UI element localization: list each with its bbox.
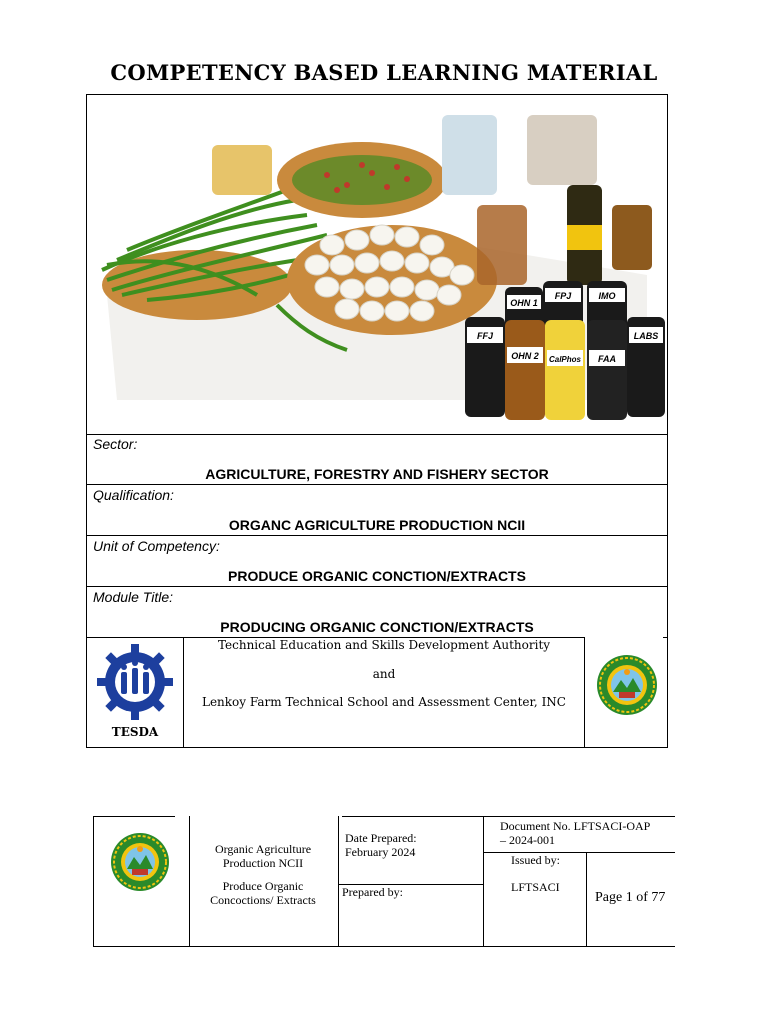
school-seal-icon	[595, 642, 659, 728]
cover-box	[86, 94, 668, 748]
jar-blue	[442, 115, 497, 195]
document-footer	[93, 816, 675, 947]
tesda-label: TESDA	[111, 725, 159, 739]
footer-prepared-by: Prepared by:	[342, 885, 403, 899]
unit-label: Unit of Competency:	[93, 538, 220, 554]
produce-and-bottles-illustration	[87, 95, 667, 434]
authority-line-1: Technical Education and Skills Development Authority	[217, 638, 551, 652]
jar-left	[212, 145, 272, 195]
footer-top-line-left	[93, 816, 175, 817]
bottle-label-faa: FAA	[598, 354, 616, 364]
module-value: PRODUCING ORGANIC CONCTION/EXTRACTS	[220, 619, 534, 635]
bottle-label-calphos: CalPhos	[548, 355, 582, 364]
footer-divider-1	[189, 816, 190, 947]
sector-value: AGRICULTURE, FORESTRY AND FISHERY SECTOR	[205, 466, 549, 482]
footer-date-label: Date Prepared:	[345, 831, 417, 845]
bottle-label-ohn1: OHN 1	[510, 298, 538, 308]
tesda-cell	[87, 638, 184, 747]
authority-block	[87, 638, 667, 747]
jar-amber	[477, 205, 527, 285]
bottle-label-imo: IMO	[598, 291, 616, 301]
bottle-label-labs: LABS	[633, 331, 659, 341]
cell-gap	[585, 637, 663, 640]
page-title: COMPETENCY BASED LEARNING MATERIAL	[110, 60, 658, 85]
qualification-row	[87, 485, 667, 536]
footer-divider-2	[338, 816, 339, 947]
footer-issued-by-value: LFTSACI	[511, 880, 560, 894]
module-label: Module Title:	[93, 589, 174, 605]
sector-row	[87, 434, 667, 485]
tesda-logo-icon	[95, 642, 175, 722]
unit-value: PRODUCE ORGANIC CONCTION/EXTRACTS	[228, 568, 526, 584]
qualification-label: Qualification:	[93, 487, 174, 503]
authority-line-3: Lenkoy Farm Technical School and Assessment Center, INC	[201, 695, 566, 709]
footer-doc-no-line1: Document No. LFTSACI-OAP	[500, 819, 651, 833]
jar-brown	[612, 205, 652, 270]
sector-label: Sector:	[93, 436, 138, 452]
bottle-label-fpj: FPJ	[554, 291, 572, 301]
footer-qualification: Organic Agriculture Production NCII	[214, 842, 312, 870]
school-seal-cell	[584, 638, 668, 747]
authority-line-2: and	[372, 667, 396, 681]
bottle-yellow-label	[567, 225, 602, 250]
module-row	[87, 587, 667, 638]
footer-issued-by-label: Issued by:	[511, 853, 560, 867]
footer-module: Produce Organic Concoctions/ Extracts	[210, 879, 316, 907]
footer-doc-no-line2: – 2024-001	[500, 833, 555, 847]
qualification-value: ORGANC AGRICULTURE PRODUCTION NCII	[228, 517, 526, 533]
footer-top-line-right	[342, 816, 675, 817]
footer-page-number: Page 1 of 77	[595, 890, 666, 905]
cover-photo	[87, 95, 667, 435]
footer-seal-icon	[109, 820, 171, 904]
unit-row	[87, 536, 667, 587]
footer-divider-4	[586, 852, 587, 947]
authority-text	[184, 638, 584, 747]
footer-date-value: February 2024	[345, 845, 416, 859]
bottle-label-ffj: FFJ	[476, 331, 494, 341]
jar-top-right	[527, 115, 597, 185]
bottle-label-ohn2: OHN 2	[511, 351, 539, 361]
footer-divider-3	[483, 816, 484, 947]
